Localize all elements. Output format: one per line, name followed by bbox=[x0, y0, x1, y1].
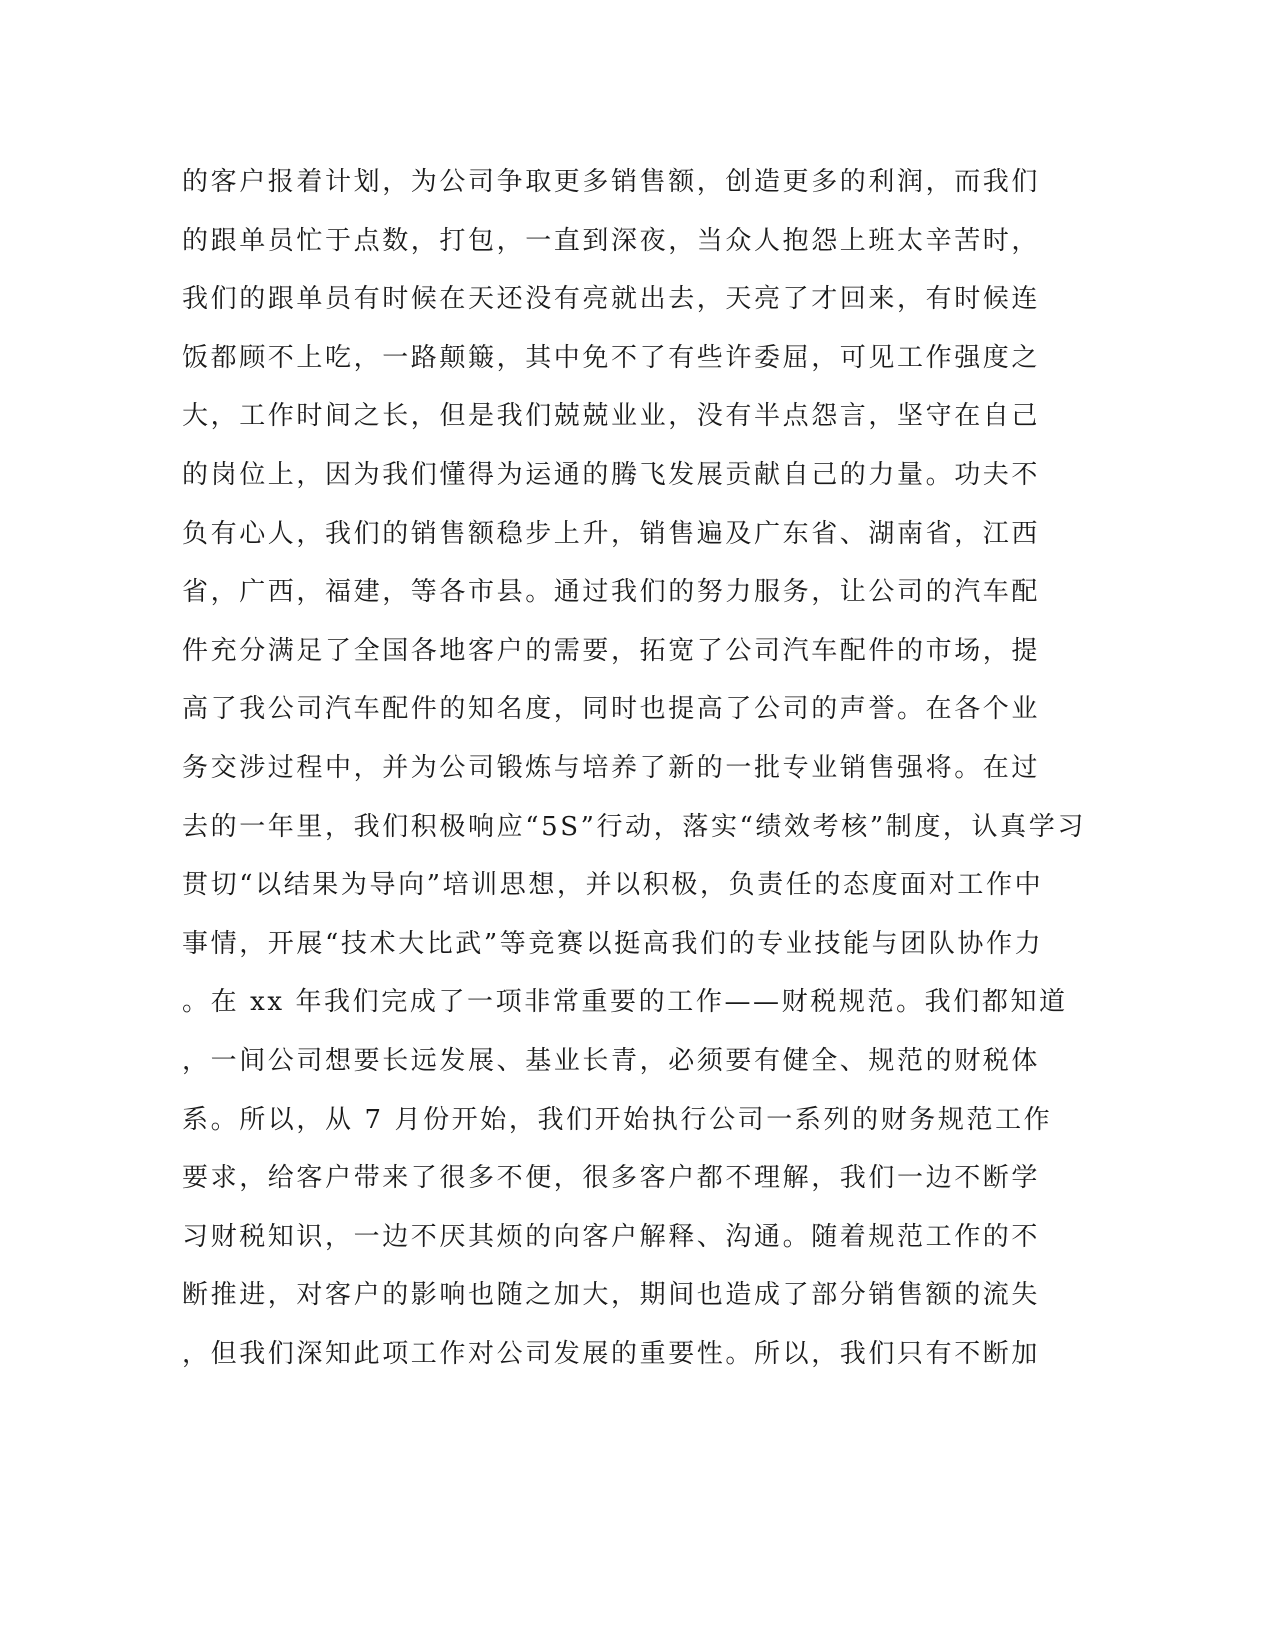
text-line: 事情，开展“技术大比武”等竞赛以挺高我们的专业技能与团队协作力 bbox=[182, 928, 1044, 959]
text-line: 。在 xx 年我们完成了一项非常重要的工作——财税规范。我们都知道 bbox=[182, 987, 1068, 1018]
text-line: ，一间公司想要长远发展、基业长青，必须要有健全、规范的财税体 bbox=[182, 1045, 1041, 1076]
text-line: 饭都顾不上吃，一路颠簸，其中免不了有些许委屈，可见工作强度之 bbox=[182, 342, 1041, 373]
text-line: 我们的跟单员有时候在天还没有亮就出去，天亮了才回来，有时候连 bbox=[182, 284, 1041, 315]
text-line: 高了我公司汽车配件的知名度，同时也提高了公司的声誉。在各个业 bbox=[182, 694, 1041, 725]
body-text bbox=[182, 153, 1086, 1383]
text-line: 务交涉过程中，并为公司锻炼与培养了新的一批专业销售强将。在过 bbox=[182, 752, 1041, 783]
text-line: 要求，给客户带来了很多不便，很多客户都不理解，我们一边不断学 bbox=[182, 1163, 1041, 1194]
text-line: ，但我们深知此项工作对公司发展的重要性。所以，我们只有不断加 bbox=[182, 1338, 1041, 1369]
text-line: 贯切“以结果为导向”培训思想，并以积极，负责任的态度面对工作中 bbox=[182, 870, 1044, 901]
text-line: 习财税知识，一边不厌其烦的向客户解释、沟通。随着规范工作的不 bbox=[182, 1221, 1041, 1252]
text-line: 负有心人，我们的销售额稳步上升，销售遍及广东省、湖南省，江西 bbox=[182, 518, 1041, 549]
text-line: 的跟单员忙于点数，打包，一直到深夜，当众人抱怨上班太辛苦时， bbox=[182, 225, 1041, 256]
text-line: 的客户报着计划，为公司争取更多销售额，创造更多的利润，而我们 bbox=[182, 167, 1041, 197]
text-line: 的岗位上，因为我们懂得为运通的腾飞发展贡献自己的力量。功夫不 bbox=[182, 459, 1041, 490]
text-line: 系。所以，从 7 月份开始，我们开始执行公司一系列的财务规范工作 bbox=[182, 1104, 1053, 1135]
text-line: 件充分满足了全国各地客户的需要，拓宽了公司汽车配件的市场，提 bbox=[182, 635, 1041, 666]
text-line: 大，工作时间之长，但是我们兢兢业业，没有半点怨言，坚守在自己 bbox=[182, 401, 1041, 432]
text-line: 断推进，对客户的影响也随之加大，期间也造成了部分销售额的流失 bbox=[182, 1280, 1041, 1311]
text-line: 去的一年里，我们积极响应“5S”行动，落实“绩效考核”制度，认真学习 bbox=[182, 811, 1086, 842]
text-line: 省，广西，福建，等各市县。通过我们的努力服务，让公司的汽车配 bbox=[182, 577, 1041, 608]
